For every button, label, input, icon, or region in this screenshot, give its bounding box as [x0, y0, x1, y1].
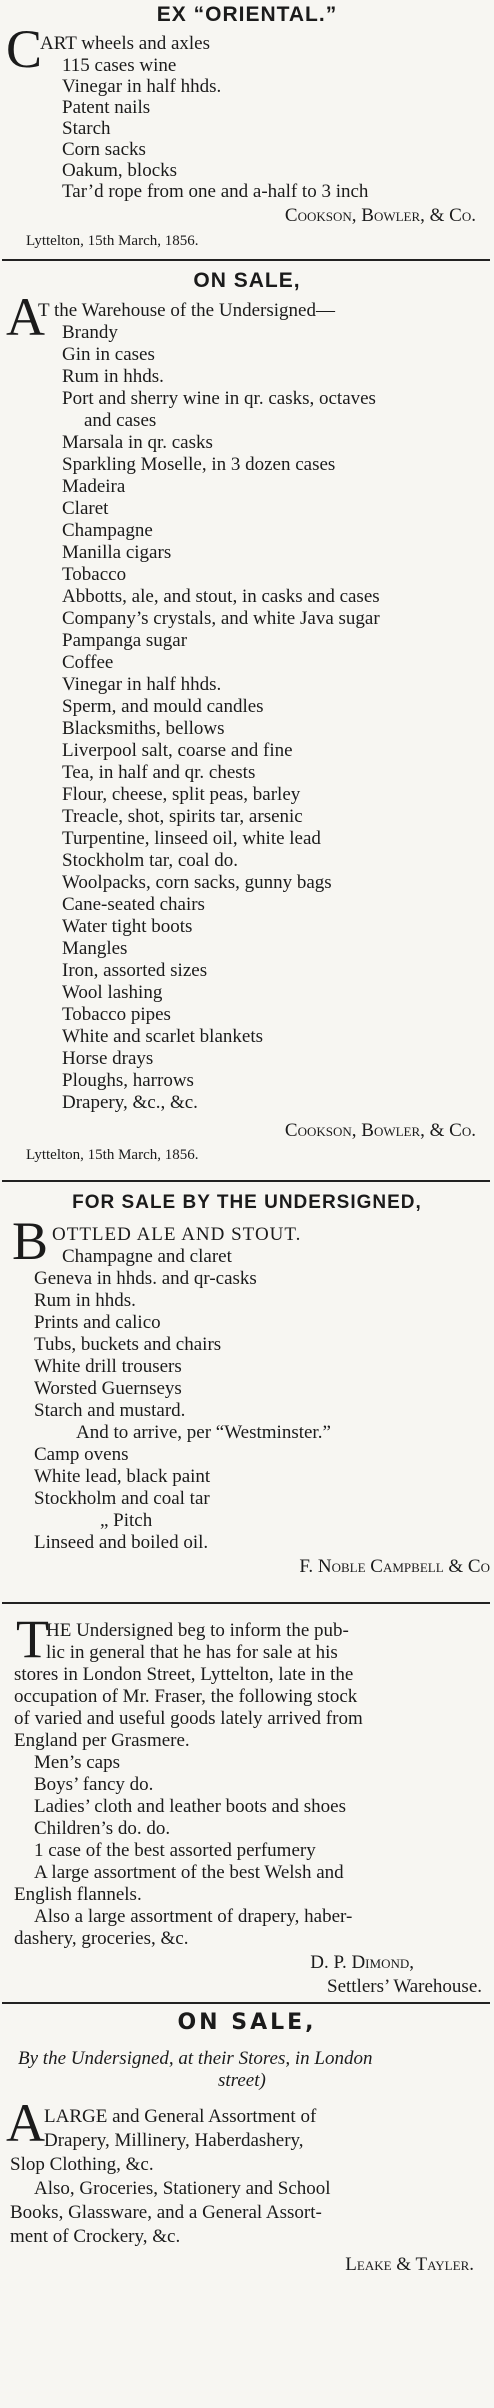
- ad2-item: Gin in cases: [62, 344, 155, 365]
- ad5-heading: ON SALE,: [177, 2010, 317, 2035]
- ad1-item: Corn sacks: [62, 139, 146, 160]
- ad-on-sale-stores: [0, 2006, 494, 2406]
- ad4-line: Also a large assortment of drapery, haber-: [34, 1906, 353, 1927]
- ad5-line: Books, Glassware, and a General Assort-: [10, 2202, 322, 2223]
- ad5-line: LARGE and General Assortment of: [44, 2106, 317, 2127]
- ad2-date: Lyttelton, 15th March, 1856.: [26, 1147, 199, 1163]
- ad3-item: Rum in hhds.: [34, 1290, 136, 1311]
- ad2-item: Company’s crystals, and white Java sugar: [62, 608, 380, 629]
- ad2-item: Flour, cheese, split peas, barley: [62, 784, 301, 805]
- ad3-item: Champagne and claret: [62, 1246, 232, 1267]
- ad2-item: Turpentine, linseed oil, white lead: [62, 828, 321, 849]
- ad4-signature-name: D. P. Dimond,: [310, 1952, 414, 1973]
- ad2-item: Brandy: [62, 322, 118, 343]
- ad2-item: Abbotts, ale, and stout, in casks and cases: [62, 586, 380, 607]
- ad2-item: Claret: [62, 498, 109, 519]
- ad3-dropcap: B: [12, 1211, 49, 1271]
- ad2-item: Champagne: [62, 520, 153, 541]
- ad4-line: occupation of Mr. Fraser, the following stock: [14, 1686, 358, 1707]
- ad4-line: English flannels.: [14, 1884, 142, 1905]
- ad2-item: Drapery, &c., &c.: [62, 1092, 198, 1113]
- ad2-item: Tobacco: [62, 564, 127, 585]
- ad4-line: dashery, groceries, &c.: [14, 1928, 189, 1949]
- ad2-item: Cane-seated chairs: [62, 894, 205, 915]
- ad2-item: Woolpacks, corn sacks, gunny bags: [62, 872, 332, 893]
- ad2-item: Rum in hhds.: [62, 366, 164, 387]
- ad4-line: of varied and useful goods lately arrived from: [14, 1708, 363, 1729]
- ad2-item: Treacle, shot, spirits tar, arsenic: [62, 806, 303, 827]
- ad4-line: Children’s do. do.: [34, 1818, 171, 1839]
- ad4-line: Boys’ fancy do.: [34, 1774, 154, 1795]
- ad2-item: White and scarlet blankets: [62, 1026, 264, 1047]
- ad1-item: Starch: [62, 118, 111, 139]
- ad2-item: Manilla cigars: [62, 542, 172, 563]
- ad1-signature: Cookson, Bowler, & Co.: [284, 205, 476, 226]
- ad4-dropcap: T: [16, 1609, 49, 1669]
- ad5-signature: Leake & Tayler.: [345, 2254, 474, 2275]
- ad4-signature-place: Settlers’ Warehouse.: [327, 1976, 482, 1997]
- column-divider: [2, 2002, 490, 2004]
- ad1-heading: EX “ORIENTAL.”: [156, 3, 338, 26]
- ad4-line: Ladies’ cloth and leather boots and shoes: [34, 1796, 346, 1817]
- ad2-item: Iron, assorted sizes: [62, 960, 208, 981]
- ad5-dropcap: A: [6, 2093, 45, 2153]
- ad4-line: stores in London Street, Lyttelton, late in the: [14, 1664, 354, 1685]
- ad5-line: Drapery, Millinery, Haberdashery,: [44, 2130, 304, 2151]
- ad3-item: White lead, black paint: [34, 1466, 211, 1487]
- column-divider: [2, 259, 490, 261]
- ad-ex-oriental: [0, 0, 494, 249]
- ad-settlers-warehouse: [0, 1606, 494, 1997]
- ad3-item: „ Pitch: [100, 1510, 153, 1531]
- ad2-item: Port and sherry wine in qr. casks, octaves: [62, 388, 376, 409]
- column-divider: [2, 1180, 490, 1182]
- ad2-item: Horse drays: [62, 1048, 154, 1069]
- ad3-item: Geneva in hhds. and qr-casks: [34, 1268, 257, 1289]
- ad3-item: Prints and calico: [34, 1312, 161, 1333]
- ad-for-sale-undersigned: [0, 1184, 494, 1596]
- ad3-heading: FOR SALE BY THE UNDERSIGNED,: [72, 1192, 422, 1213]
- ad3-item: Linseed and boiled oil.: [34, 1532, 209, 1553]
- ad2-item: Mangles: [62, 938, 128, 959]
- ad3-item: Tubs, buckets and chairs: [34, 1334, 222, 1355]
- ad2-item: Liverpool salt, coarse and fine: [62, 740, 293, 761]
- ad4-line: 1 case of the best assorted perfumery: [34, 1840, 316, 1861]
- ad2-item: Tea, in half and qr. chests: [62, 762, 256, 783]
- ad2-item: Water tight boots: [62, 916, 193, 937]
- ad3-signature: F. Noble Campbell & Co: [299, 1556, 490, 1577]
- ad5-line: Also, Groceries, Stationery and School: [34, 2178, 331, 2199]
- ad2-item: Tobacco pipes: [62, 1004, 171, 1025]
- ad2-item: Coffee: [62, 652, 114, 673]
- ad1-item: Vinegar in half hhds.: [62, 76, 222, 97]
- ad3-item: White drill trousers: [34, 1356, 182, 1377]
- ad3-item: Stockholm and coal tar: [34, 1488, 210, 1509]
- ad4-line: England per Grasmere.: [14, 1730, 190, 1751]
- ad2-item: and cases: [84, 410, 157, 431]
- ad2-item: Sparkling Moselle, in 3 dozen cases: [62, 454, 336, 475]
- ad2-item: Vinegar in half hhds.: [62, 674, 222, 695]
- ad1-dropcap: C: [6, 19, 43, 79]
- ad2-first-line: T the Warehouse of the Undersigned—: [38, 300, 335, 321]
- ad2-item: Marsala in qr. casks: [62, 432, 213, 453]
- ad2-item: Madeira: [62, 476, 126, 497]
- ad3-item: Worsted Guernseys: [34, 1378, 182, 1399]
- ad3-item: And to arrive, per “Westminster.”: [76, 1422, 331, 1443]
- ad-on-sale-warehouse: [0, 262, 494, 1182]
- ad4-line: A large assortment of the best Welsh and: [34, 1862, 344, 1883]
- ad3-first-line: OTTLED ALE AND STOUT.: [52, 1224, 302, 1245]
- ad1-item: Tar’d rope from one and a-half to 3 inch: [62, 181, 369, 202]
- ad1-first-line: ART wheels and axles: [40, 33, 210, 54]
- ad2-item: Wool lashing: [62, 982, 163, 1003]
- ad1-item: Patent nails: [62, 97, 151, 118]
- ad3-item: Camp ovens: [34, 1444, 129, 1465]
- ad5-subheading: street): [218, 2070, 266, 2091]
- ad1-item: 115 cases wine: [62, 55, 177, 76]
- ad1-date: Lyttelton, 15th March, 1856.: [26, 233, 199, 249]
- ad4-line: Men’s caps: [34, 1752, 121, 1773]
- ad2-item: Stockholm tar, coal do.: [62, 850, 239, 871]
- ad1-item: Oakum, blocks: [62, 160, 178, 181]
- ad2-item: Sperm, and mould candles: [62, 696, 264, 717]
- ad2-item: Pampanga sugar: [62, 630, 188, 651]
- ad2-signature: Cookson, Bowler, & Co.: [284, 1120, 476, 1141]
- ad4-line: HE Undersigned beg to inform the pub-: [46, 1620, 349, 1641]
- ad2-item: Blacksmiths, bellows: [62, 718, 225, 739]
- ad4-line: lic in general that he has for sale at his: [46, 1642, 338, 1663]
- ad2-heading: ON SALE,: [193, 269, 301, 292]
- ad5-line: ment of Crockery, &c.: [10, 2226, 181, 2247]
- ad3-item: Starch and mustard.: [34, 1400, 186, 1421]
- ad2-dropcap: A: [6, 287, 45, 347]
- ad5-subheading: By the Undersigned, at their Stores, in London: [18, 2048, 373, 2069]
- column-divider: [2, 1602, 490, 1604]
- ad2-item: Ploughs, harrows: [62, 1070, 194, 1091]
- ad5-line: Slop Clothing, &c.: [10, 2154, 154, 2175]
